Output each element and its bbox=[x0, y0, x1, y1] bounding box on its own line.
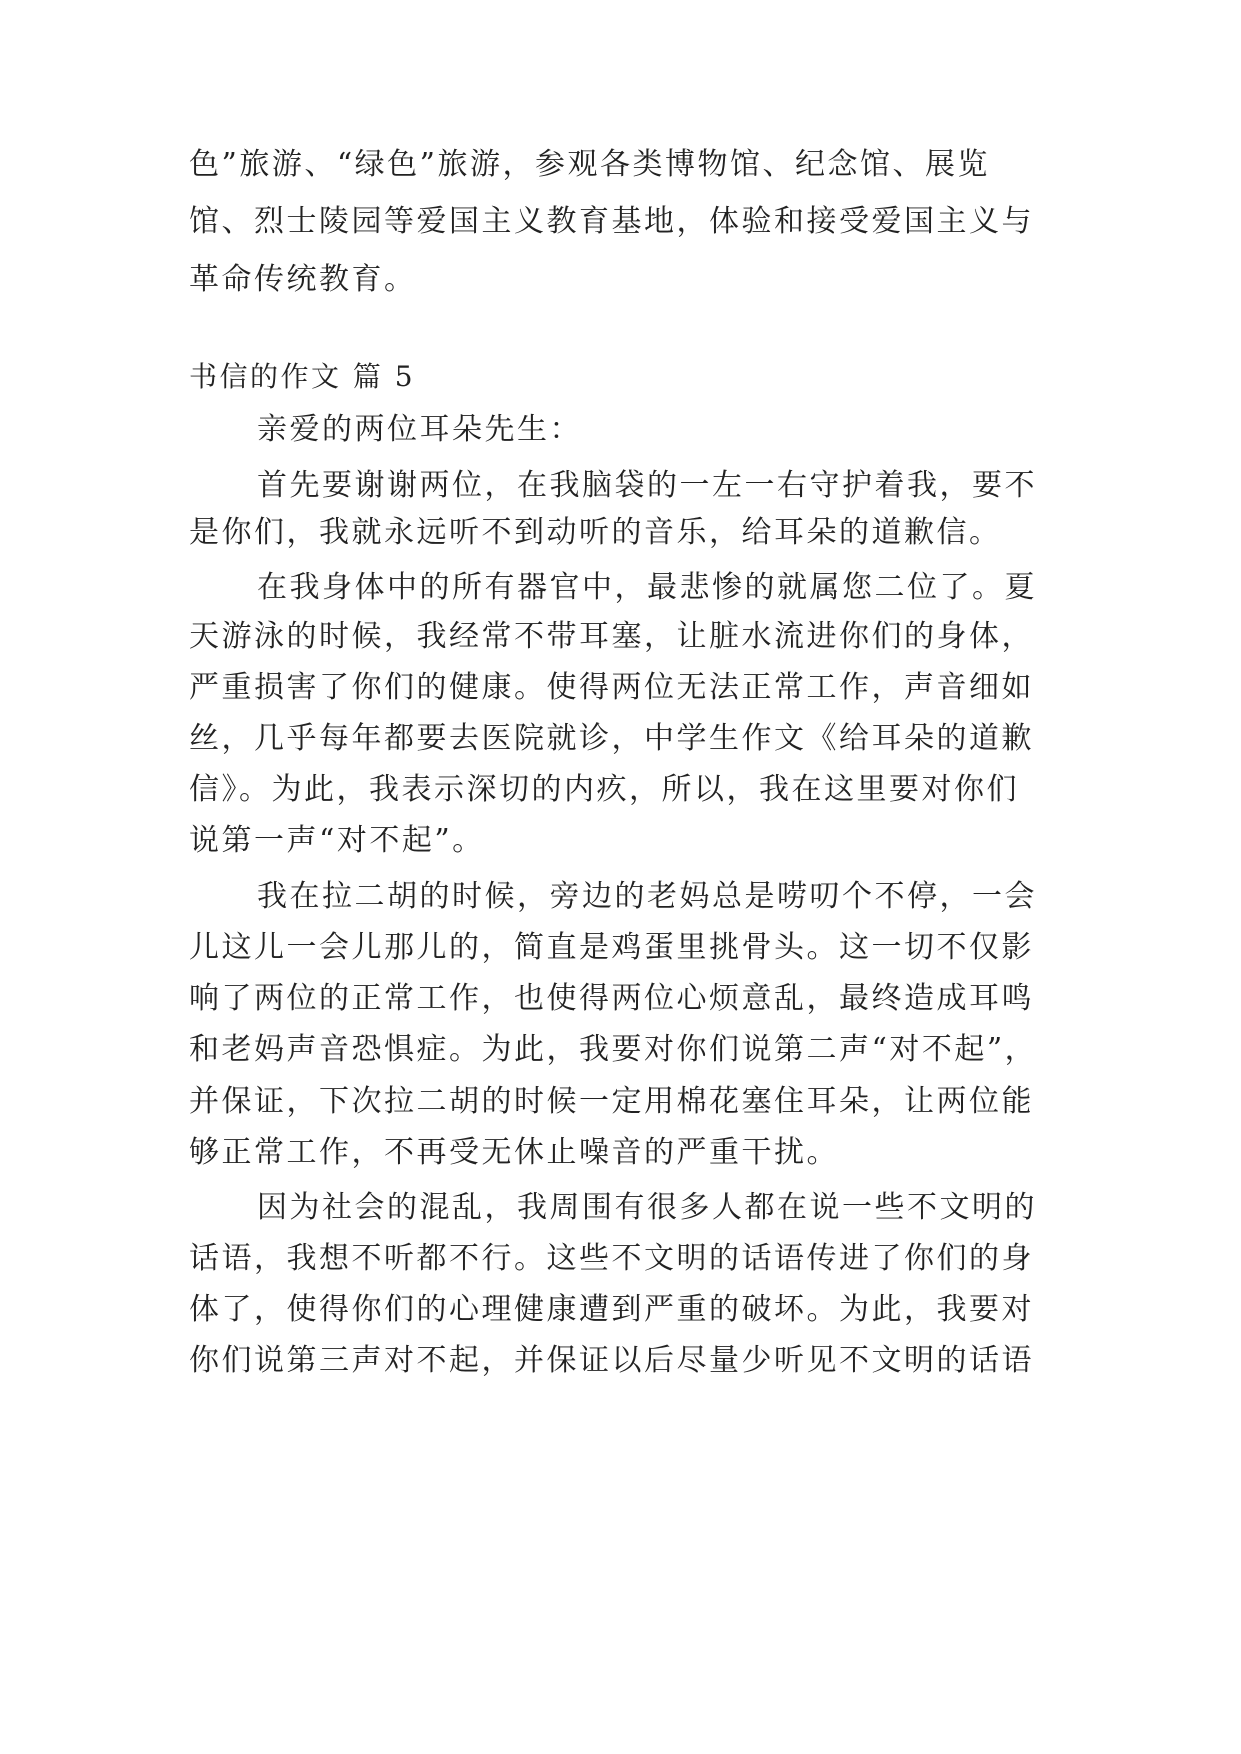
text-line: 丝，几乎每年都要去医院就诊，中学生作文《给耳朵的道歉 bbox=[189, 721, 1034, 756]
text-line: 和老妈声音恐惧症。为此，我要对你们说第二声“对不起”， bbox=[189, 1032, 1038, 1067]
text-line: 说第一声“对不起”。 bbox=[189, 823, 485, 858]
text-line: 馆、烈士陵园等爱国主义教育基地，体验和接受爱国主义与 bbox=[189, 204, 1034, 239]
text-line: 革命传统教育。 bbox=[189, 262, 417, 297]
text-line: 体了，使得你们的心理健康遭到严重的破坏。为此，我要对 bbox=[189, 1292, 1034, 1327]
text-line: 色”旅游、“绿色”旅游，参观各类博物馆、纪念馆、展览 bbox=[189, 147, 991, 182]
text-line: 在我身体中的所有器官中，最悲惨的就属您二位了。夏 bbox=[257, 570, 1037, 605]
text-line: 我在拉二胡的时候，旁边的老妈总是唠叨个不停，一会 bbox=[257, 879, 1037, 914]
text-line: 你们说第三声对不起，并保证以后尽量少听见不文明的话语 bbox=[189, 1343, 1034, 1378]
text-line: 严重损害了你们的健康。使得两位无法正常工作，声音细如 bbox=[189, 670, 1034, 705]
section-heading: 书信的作文 篇 5 bbox=[189, 360, 416, 393]
text-line: 够正常工作，不再受无休止噪音的严重干扰。 bbox=[189, 1135, 839, 1170]
text-line: 天游泳的时候，我经常不带耳塞，让脏水流进你们的身体， bbox=[189, 619, 1034, 654]
text-line: 响了两位的正常工作，也使得两位心烦意乱，最终造成耳鸣 bbox=[189, 981, 1034, 1016]
text-line: 首先要谢谢两位，在我脑袋的一左一右守护着我，要不 bbox=[257, 468, 1037, 503]
text-line: 话语，我想不听都不行。这些不文明的话语传进了你们的身 bbox=[189, 1241, 1034, 1276]
text-line: 是你们，我就永远听不到动听的音乐，给耳朵的道歉信。 bbox=[189, 515, 1002, 550]
text-line: 儿这儿一会儿那儿的，简直是鸡蛋里挑骨头。这一切不仅影 bbox=[189, 930, 1034, 965]
text-line: 信》。为此，我表示深切的内疚，所以，我在这里要对你们 bbox=[189, 772, 1019, 807]
text-line: 并保证，下次拉二胡的时候一定用棉花塞住耳朵，让两位能 bbox=[189, 1084, 1034, 1119]
salutation: 亲爱的两位耳朵先生： bbox=[257, 412, 582, 447]
text-line: 因为社会的混乱，我周围有很多人都在说一些不文明的 bbox=[257, 1190, 1037, 1225]
